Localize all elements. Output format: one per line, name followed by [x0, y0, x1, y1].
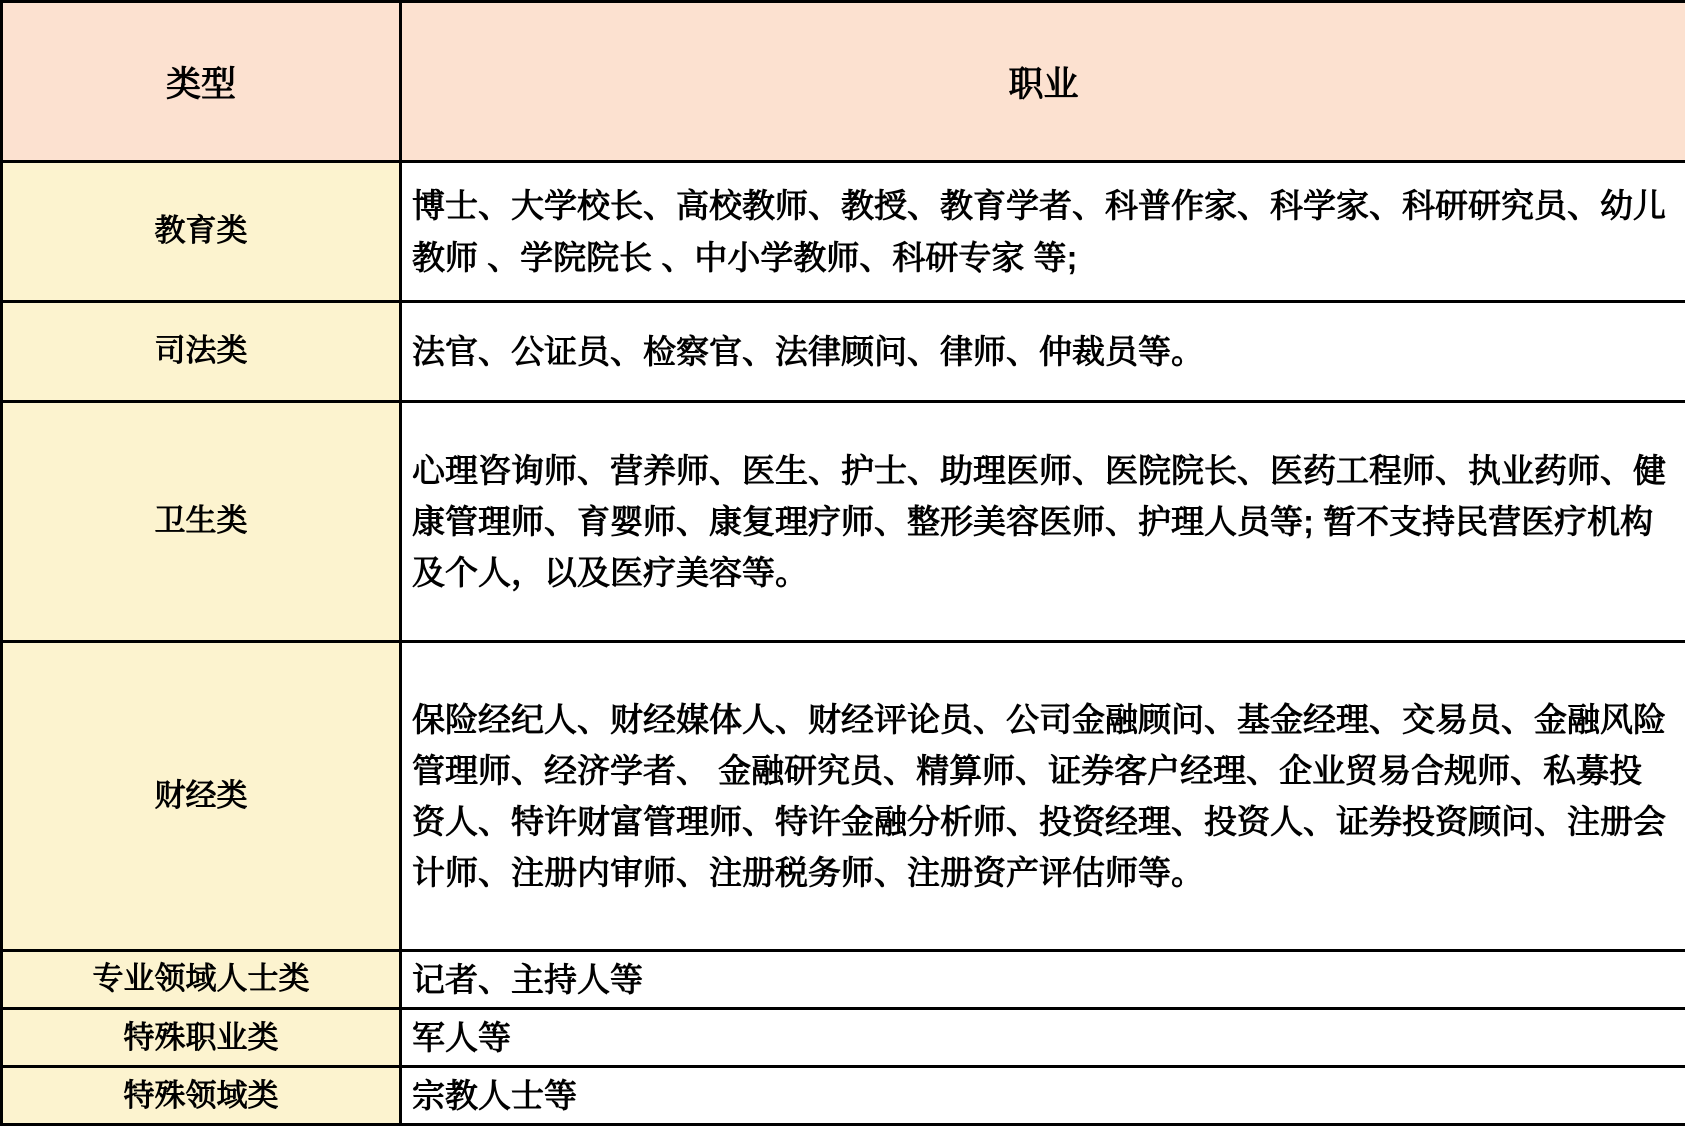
- column-header-occupation: 职业: [401, 2, 1685, 162]
- occupation-cell-health: 心理咨询师、营养师、医生、护士、助理医师、医院院长、医药工程师、执业药师、健康管理师、育婴师、康复理疗师、整形美容医师、护理人员等; 暂不支持民营医疗机构及个人，以及医疗美容等。: [401, 402, 1685, 642]
- column-header-type: 类型: [2, 2, 401, 162]
- table-row-professional-field: [2, 951, 1685, 1009]
- category-cell-special-occupation: 特殊职业类: [2, 1009, 401, 1067]
- table-row-special-occupation: [2, 1009, 1685, 1067]
- occupation-cell-special-occupation: 军人等: [401, 1009, 1685, 1067]
- table-row-education: [2, 162, 1685, 302]
- occupation-cell-special-field: 宗教人士等: [401, 1067, 1685, 1125]
- occupation-cell-finance: 保险经纪人、财经媒体人、财经评论员、公司金融顾问、基金经理、交易员、金融风险管理师、经济学者、 金融研究员、精算师、证券客户经理、企业贸易合规师、私募投资人、特许财富管理师、特许金融分析师、投资经理、投资人、证券投资顾问、注册会计师、注册内审师、注册税务师、注册资产评估师等。: [401, 642, 1685, 951]
- header-row: [2, 2, 1685, 162]
- table-row-judicial: [2, 302, 1685, 402]
- category-cell-health: 卫生类: [2, 402, 401, 642]
- occupation-cell-judicial: 法官、公证员、检察官、法律顾问、律师、仲裁员等。: [401, 302, 1685, 402]
- occupation-cell-education: 博士、大学校长、高校教师、教授、教育学者、科普作家、科学家、科研研究员、幼儿教师 、学院院长 、中小学教师、科研专家 等;: [401, 162, 1685, 302]
- category-cell-professional-field: 专业领域人士类: [2, 951, 401, 1009]
- table-row-special-field: [2, 1067, 1685, 1125]
- table-row-health: [2, 402, 1685, 642]
- occupation-cell-professional-field: 记者、主持人等: [401, 951, 1685, 1009]
- category-cell-special-field: 特殊领域类: [2, 1067, 401, 1125]
- category-cell-judicial: 司法类: [2, 302, 401, 402]
- category-cell-finance: 财经类: [2, 642, 401, 951]
- category-cell-education: 教育类: [2, 162, 401, 302]
- table-row-finance: [2, 642, 1685, 951]
